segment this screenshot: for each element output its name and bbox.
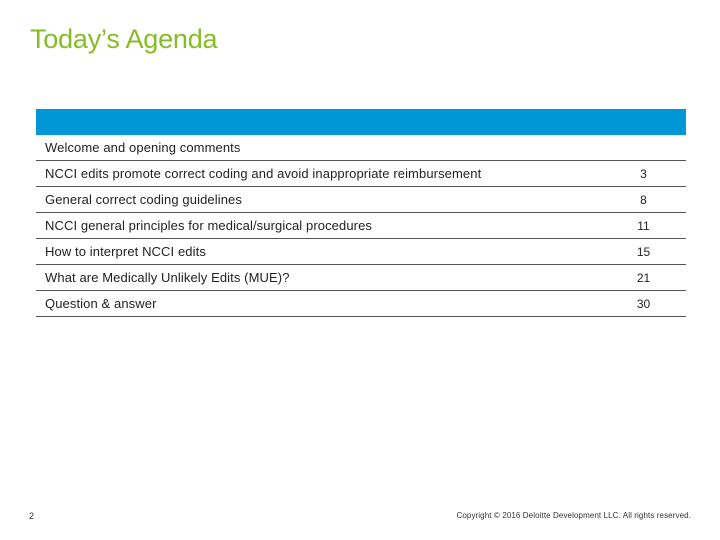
agenda-item-label: NCCI edits promote correct coding and avoid inappropriate reimbursement: [45, 166, 482, 181]
agenda-item-label: How to interpret NCCI edits: [45, 244, 206, 259]
agenda-row: [36, 135, 686, 161]
agenda-row: [36, 161, 686, 187]
copyright-notice: Copyright © 2016 Deloitte Development LLC. All rights reserved.: [456, 511, 691, 520]
agenda-row: [36, 265, 686, 291]
agenda-row: [36, 239, 686, 265]
agenda-item-label: General correct coding guidelines: [45, 192, 242, 207]
agenda-table: [36, 109, 686, 317]
agenda-item-label: Welcome and opening comments: [45, 140, 241, 155]
agenda-item-label: NCCI general principles for medical/surgical procedures: [45, 218, 373, 233]
agenda-item-page: 11: [637, 218, 650, 233]
agenda-item-label: What are Medically Unlikely Edits (MUE)?: [45, 270, 290, 285]
agenda-row: [36, 213, 686, 239]
agenda-item-page: 3: [640, 166, 647, 181]
slide-title: Today’s Agenda: [30, 24, 218, 54]
agenda-row: [36, 187, 686, 213]
agenda-item-page: 21: [636, 270, 651, 285]
agenda-row: [36, 291, 686, 317]
agenda-header-bar: [36, 109, 686, 135]
agenda-item-page: 30: [636, 296, 651, 311]
agenda-item-page: 15: [636, 244, 651, 259]
slide-page-number: 2: [29, 511, 35, 521]
agenda-item-page: 8: [640, 192, 647, 207]
agenda-item-label: Question & answer: [45, 296, 157, 311]
